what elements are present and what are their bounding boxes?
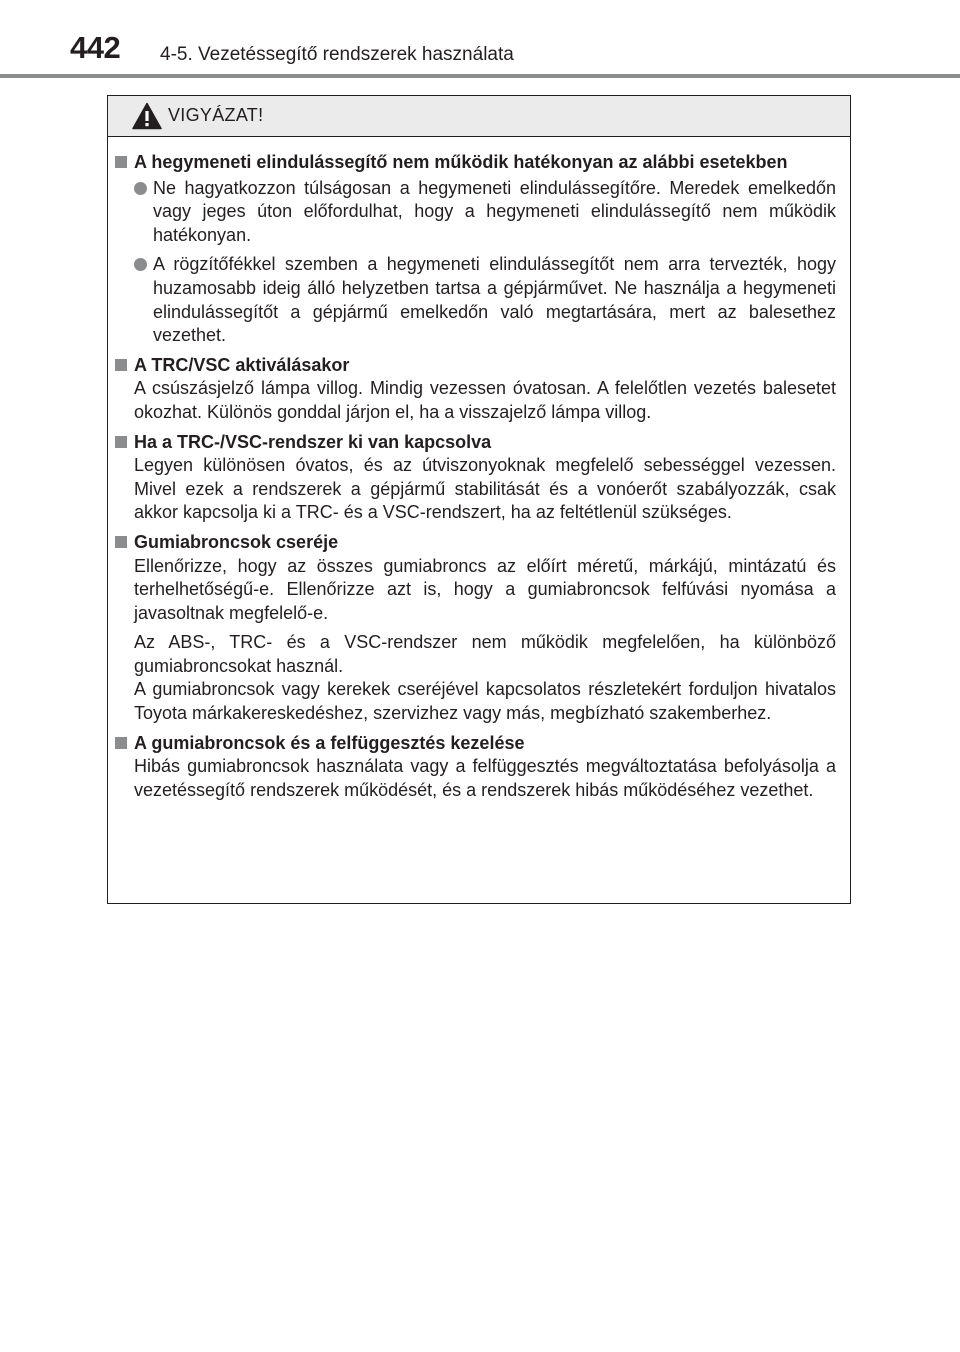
warning-header xyxy=(108,96,850,137)
paragraph: Az ABS-, TRC- és a VSC-rendszer nem működik megfelelően, ha különböző gumiabroncsokat használ. xyxy=(134,632,836,676)
page-number: 442 xyxy=(70,30,121,65)
paragraph: A csúszásjelző lámpa villog. Mindig vezessen óvatosan. A felelőtlen vezetés balesetet okozhat. Különös gonddal járjon el, ha a visszajelző lámpa villog. xyxy=(134,378,836,422)
header-divider xyxy=(0,74,960,78)
section-heading: Gumiabroncsok cseréje xyxy=(134,531,339,552)
paragraph: Legyen különösen óvatos, és az útviszonyoknak megfelelő sebességgel vezessen. Mivel ezek a rendszerek a gépjármű stabilitását és a vonóerőt szabályozzák, csak akkor kapcsolja ki a TRC- és a VSC-rendszert, ha az feltétlenül szükséges. xyxy=(134,455,836,523)
paragraph: Ellenőrizze, hogy az összes gumiabroncs az előírt méretű, márkájú, mintázatú és terhelhetőségű-e. Ellenőrizze azt is, hogy a gumiabroncsok felfúvási nyomása a javasoltnak megfelelő-e. xyxy=(134,555,836,623)
paragraph: Hibás gumiabroncsok használata vagy a felfüggesztés megváltoztatása befolyásolja a vezetéssegítő rendszerek működését, és a rendszerek hibás működéséhez vezethet. xyxy=(134,756,836,800)
page-header xyxy=(0,0,960,80)
square-bullet-icon xyxy=(115,156,127,168)
warning-section xyxy=(115,151,836,348)
circle-bullet-icon xyxy=(134,182,147,195)
square-bullet-icon xyxy=(115,737,127,749)
warning-section xyxy=(115,732,836,803)
square-bullet-icon xyxy=(115,436,127,448)
warning-section xyxy=(115,431,836,525)
square-bullet-icon xyxy=(115,359,127,371)
paragraph: A gumiabroncsok vagy kerekek cseréjével kapcsolatos részletekért forduljon hivatalos Toyota márkakereskedéshez, szervizhez vagy más, megbízható szakemberhez. xyxy=(134,679,836,724)
section-heading: Ha a TRC-/VSC-rendszer ki van kapcsolva xyxy=(134,431,492,452)
warning-label: VIGYÁZAT! xyxy=(168,105,264,125)
section-heading: A TRC/VSC aktiválásakor xyxy=(134,354,350,375)
section-title: 4-5. Vezetéssegítő rendszerek használata xyxy=(160,44,514,65)
circle-bullet-icon xyxy=(134,258,147,271)
list-item-text: A rögzítőfékkel szemben a hegymeneti elindulássegítőt nem arra tervezték, hogy huzamosabb ideig álló helyzetben tartsa a gépjárművet. Ne használja a hegymeneti elindulássegítőt a gépjármű emelkedőn való megtartására, mert az balesethez vezethet. xyxy=(153,254,836,346)
list-item xyxy=(134,253,836,347)
warning-triangle-icon xyxy=(132,102,162,130)
list-item xyxy=(134,177,836,248)
section-heading: A hegymeneti elindulássegítő nem működik hatékonyan az alábbi esetekben xyxy=(134,152,788,172)
warning-section xyxy=(115,531,836,726)
list-item-text: Ne hagyatkozzon túlságosan a hegymeneti elindulássegítőre. Meredek emelkedőn vagy jeges úton előfordulhat, hogy a hegymeneti elindulássegítő nem működik hatékonyan. xyxy=(153,177,836,245)
warning-box xyxy=(107,95,851,904)
warning-body xyxy=(108,137,850,802)
warning-section xyxy=(115,354,836,425)
section-heading: A gumiabroncsok és a felfüggesztés kezelése xyxy=(134,732,525,753)
square-bullet-icon xyxy=(115,536,127,548)
